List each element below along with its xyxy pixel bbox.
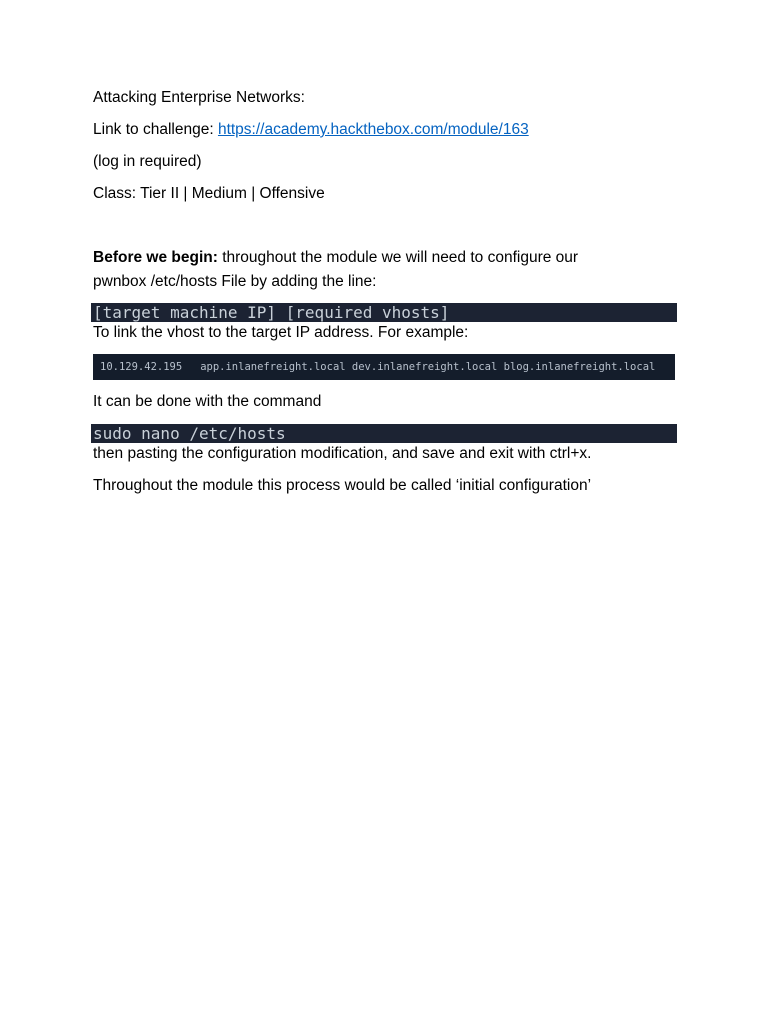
before-begin-label: Before we begin: — [93, 249, 218, 266]
closing-text: Throughout the module this process would be called ‘initial configuration’ — [93, 477, 592, 494]
vhost-explanation: To link the vhost to the target IP address. For example: — [93, 324, 469, 341]
example-ip: 10.129.42.195 — [100, 361, 183, 373]
before-begin-line — [93, 248, 578, 268]
example-hosts-screenshot — [93, 354, 675, 380]
after-command-text: then pasting the configuration modification, and save and exit with ctrl+x. — [93, 445, 592, 462]
example-hosts: app.inlanefreight.local dev.inlanefreight.local blog.inlanefreight.local — [200, 361, 656, 373]
challenge-link-line — [93, 120, 529, 140]
challenge-link-label: Link to challenge: — [93, 121, 218, 138]
login-note: (log in required) — [93, 153, 202, 170]
before-begin-text: throughout the module we will need to configure our — [217, 249, 579, 266]
class-line: Class: Tier II | Medium | Offensive — [93, 185, 325, 202]
challenge-link[interactable]: https://academy.hackthebox.com/module/163 — [217, 121, 529, 138]
before-begin-line-2: pwnbox /etc/hosts File by adding the line: — [93, 273, 377, 290]
document-title: Attacking Enterprise Networks: — [93, 89, 305, 106]
hosts-line-code: [target machine IP] [required vhosts] — [91, 303, 677, 322]
command-intro: It can be done with the command — [93, 393, 322, 410]
command-code: sudo nano /etc/hosts — [91, 424, 677, 443]
